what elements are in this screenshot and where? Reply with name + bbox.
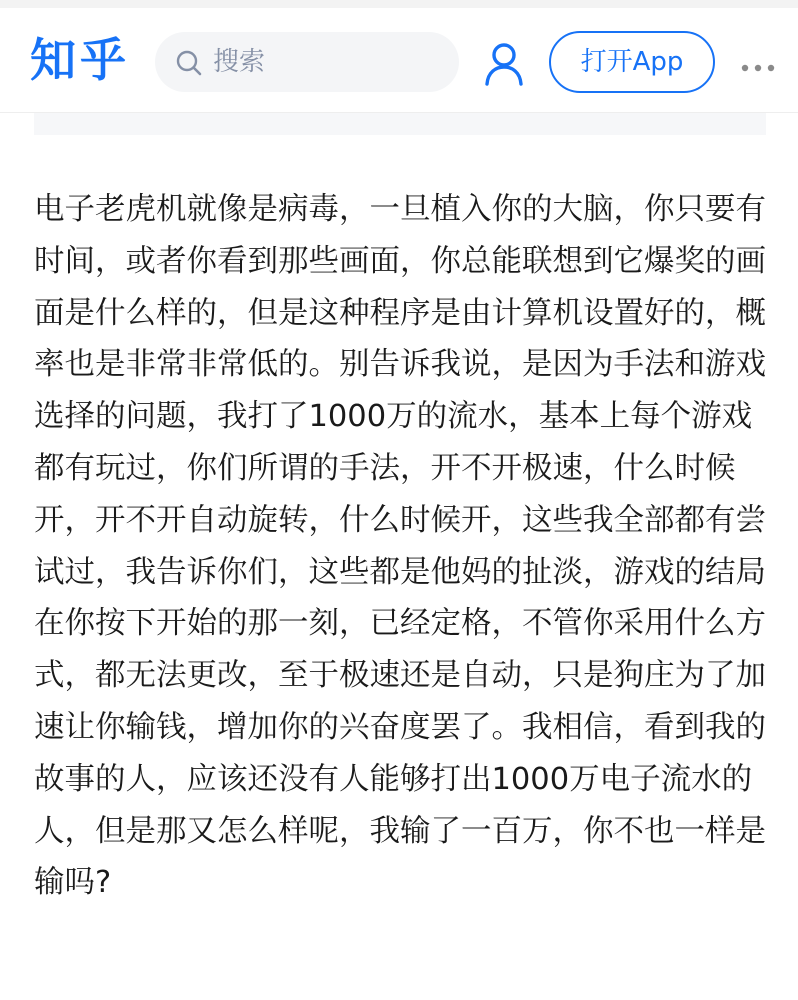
more-icon[interactable] [741,64,775,72]
top-nav-bar [0,8,798,113]
status-strip [0,0,798,8]
search-icon [175,49,203,77]
search-input[interactable] [155,32,459,92]
collapsed-meta-bar [34,113,766,135]
zhihu-logo[interactable]: 知乎 [30,33,130,87]
open-app-button[interactable]: 打开App [549,31,715,93]
user-icon[interactable] [484,42,524,86]
article-body: 电子老虎机就像是病毒，一旦植入你的大脑，你只要有时间，或者你看到那些画面，你总能联想到它爆奖的画面是什么样的，但是这种程序是由计算机设置好的，概率也是非常非常低的。别告诉我说，是因为手法和游戏选择的问题，我打了1000万的流水，基本上每个游戏都有玩过，你们所谓的手法，开不开极速，什么时候开，开不开自动旋转，什么时候开，这些我全部都有尝试过，我告诉你们，这些都是他妈的扯淡，游戏的结局在你按下开始的那一刻，已经定格，不管你采用什么方式，都无法更改，至于极速还是自动，只是狗庄为了加速让你输钱，增加你的兴奋度罢了。我相信，看到我的故事的人，应该还没有人能够打出1000万电子流水的人，但是那又怎么样呢，我输了一百万，你不也一样是输吗? [34,192,766,901]
search-placeholder: 搜索 [213,47,266,77]
